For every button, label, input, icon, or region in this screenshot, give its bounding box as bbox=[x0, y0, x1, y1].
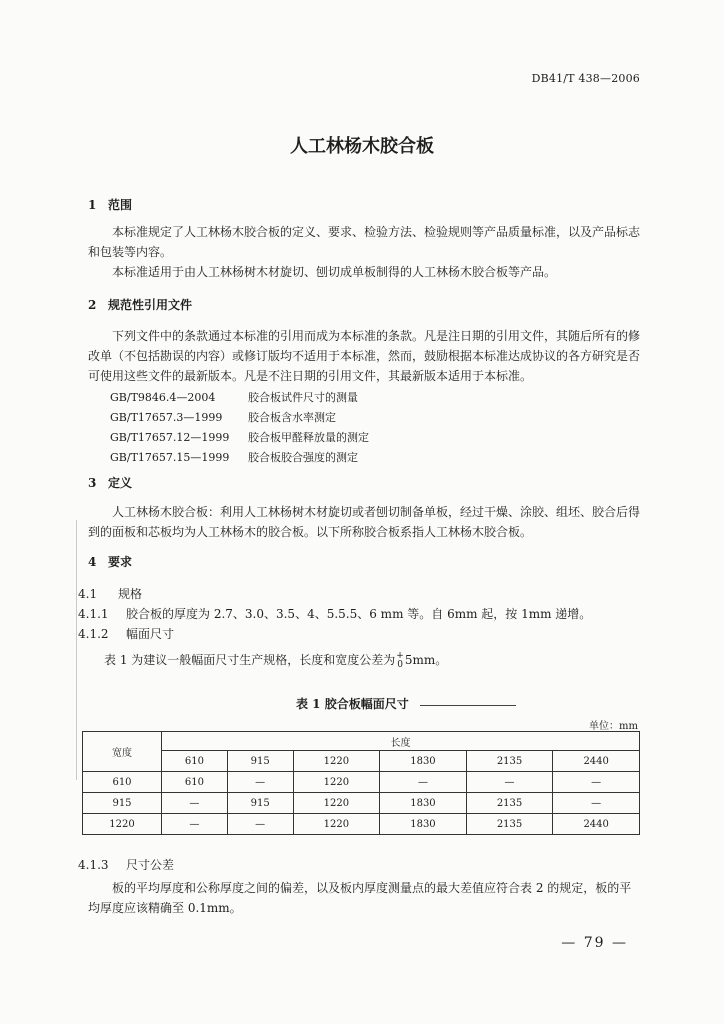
section-heading-normative-references bbox=[88, 296, 192, 313]
subsection-title: 规格 bbox=[118, 587, 143, 601]
table-cell: — bbox=[553, 772, 640, 793]
section-number: 4 bbox=[88, 555, 97, 569]
section-number: 3 bbox=[88, 476, 97, 490]
table-cell: — bbox=[380, 772, 467, 793]
reference-title: 胶合板试件尺寸的测量 bbox=[248, 391, 358, 404]
width-value: 915 bbox=[83, 793, 162, 814]
subsection-title: 幅面尺寸 bbox=[126, 627, 175, 641]
table-unit: 单位：mm bbox=[589, 721, 638, 732]
table-cell: 1220 bbox=[293, 793, 380, 814]
reference-code: GB/T9846.4—2004 bbox=[110, 391, 216, 404]
table-cell: 1220 bbox=[293, 814, 380, 835]
scope-paragraph-1: 本标准规定了人工林杨木胶合板的定义、要求、检验方法、检验规则等产品质量标准，以及产品标志和包装等内容。 bbox=[88, 225, 641, 259]
subsection-number: 4.1.2 bbox=[78, 627, 109, 641]
width-header-cell: 宽度 bbox=[83, 732, 162, 772]
caption-rule bbox=[420, 705, 516, 706]
section-title: 定义 bbox=[108, 476, 133, 490]
section-title: 要求 bbox=[108, 555, 133, 569]
scope-paragraph-2: 本标准适用于由人工林杨树木材旋切、刨切成单板制得的人工林杨木胶合板等产品。 bbox=[112, 265, 557, 279]
length-value: 2440 bbox=[553, 751, 640, 772]
table-cell: — bbox=[227, 772, 293, 793]
length-value: 1220 bbox=[293, 751, 380, 772]
page-title: 人工林杨木胶合板 bbox=[290, 136, 434, 157]
width-value: 1220 bbox=[83, 814, 162, 835]
table-cell: — bbox=[466, 772, 553, 793]
reference-item bbox=[110, 388, 369, 408]
subsection-title: 尺寸公差 bbox=[126, 858, 175, 872]
reference-list bbox=[110, 388, 369, 468]
length-value: 2135 bbox=[466, 751, 553, 772]
tolerance-plus: + bbox=[396, 650, 404, 661]
subsection-4-1-3-heading bbox=[78, 856, 174, 873]
table-cell: 2135 bbox=[466, 814, 553, 835]
table-cell: — bbox=[227, 814, 293, 835]
length-value: 915 bbox=[227, 751, 293, 772]
tolerance-stack bbox=[396, 652, 404, 670]
table-caption: 表 1 胶合板幅面尺寸 bbox=[296, 697, 409, 711]
table-cell: — bbox=[553, 793, 640, 814]
table-length-row bbox=[83, 751, 640, 772]
clause-text: 胶合板的厚度为 2.7、3.0、3.5、4、5.5.5、6 mm 等。自 6mm 起，按 1mm 递增。 bbox=[126, 607, 592, 621]
table-cell: 1220 bbox=[293, 772, 380, 793]
table-cell: 1830 bbox=[380, 793, 467, 814]
table-cell: 610 bbox=[162, 772, 228, 793]
panel-size-table bbox=[82, 731, 640, 835]
section-number: 2 bbox=[88, 298, 97, 312]
table-cell: — bbox=[162, 793, 228, 814]
table-cell: 2135 bbox=[466, 793, 553, 814]
tolerance-zero: 0 bbox=[397, 659, 403, 670]
clause-4-1-1 bbox=[78, 605, 591, 622]
section-heading-definitions bbox=[88, 474, 132, 491]
subsection-4-1-heading bbox=[78, 585, 142, 602]
reference-item bbox=[110, 408, 369, 428]
clause-number: 4.1.1 bbox=[78, 607, 109, 621]
tolerance-paragraph: 板的平均厚度和公称厚度之间的偏差，以及板内厚度测量点的最大差值应符合表 2 的规定，板的平均厚度应该精确至 0.1mm。 bbox=[88, 881, 632, 915]
reference-code: GB/T17657.15—1999 bbox=[110, 451, 230, 464]
reference-title: 胶合板含水率测定 bbox=[248, 411, 336, 424]
reference-item bbox=[110, 428, 369, 448]
tolerance-text-after: 5mm。 bbox=[404, 653, 448, 667]
length-value: 610 bbox=[162, 751, 228, 772]
subsection-4-1-2-heading bbox=[78, 625, 174, 642]
document-code: DB41/T 438—2006 bbox=[531, 72, 640, 85]
references-intro-paragraph: 下列文件中的条款通过本标准的引用而成为本标准的条款。凡是注日期的引用文件，其随后所有的修改单（不包括勘误的内容）或修订版均不适用于本标准，然而，鼓励根据本标准达成协议的各方研究是否可使用这些文件的最新版本。凡是不注日期的引用文件，其最新版本适用于本标准。 bbox=[88, 329, 641, 383]
table-cell: 915 bbox=[227, 793, 293, 814]
section-heading-requirements bbox=[88, 553, 132, 570]
tolerance-text-before: 表 1 为建议一般幅面尺寸生产规格，长度和宽度公差为 bbox=[104, 653, 396, 667]
table-row bbox=[83, 814, 640, 835]
length-header-cell: 长度 bbox=[162, 732, 640, 751]
table-row bbox=[83, 793, 640, 814]
table-cell: 1830 bbox=[380, 814, 467, 835]
definition-paragraph: 人工林杨木胶合板：利用人工林杨树木材旋切或者刨切制备单板，经过干燥、涂胶、组坯、胶合后得到的面板和芯板均为人工林杨木的胶合板。以下所称胶合板系指人工林杨木胶合板。 bbox=[88, 505, 641, 539]
length-value: 1830 bbox=[380, 751, 467, 772]
width-value: 610 bbox=[83, 772, 162, 793]
section-title: 范围 bbox=[108, 198, 133, 212]
reference-code: GB/T17657.3—1999 bbox=[110, 411, 223, 424]
subsection-number: 4.1.3 bbox=[78, 858, 109, 872]
table-header-row bbox=[83, 732, 640, 751]
table-cell: — bbox=[162, 814, 228, 835]
table-row bbox=[83, 772, 640, 793]
section-title: 规范性引用文件 bbox=[108, 298, 193, 312]
section-heading-scope bbox=[88, 196, 132, 213]
table-cell: 2440 bbox=[553, 814, 640, 835]
reference-title: 胶合板甲醛释放量的测定 bbox=[248, 431, 369, 444]
reference-title: 胶合板胶合强度的测定 bbox=[248, 451, 358, 464]
tolerance-description bbox=[104, 650, 447, 670]
reference-item bbox=[110, 448, 369, 468]
reference-code: GB/T17657.12—1999 bbox=[110, 431, 230, 444]
subsection-number: 4.1 bbox=[78, 587, 98, 601]
section-number: 1 bbox=[88, 198, 97, 212]
scan-artifact-line bbox=[76, 520, 77, 780]
page-number: — 79 — bbox=[561, 935, 628, 951]
